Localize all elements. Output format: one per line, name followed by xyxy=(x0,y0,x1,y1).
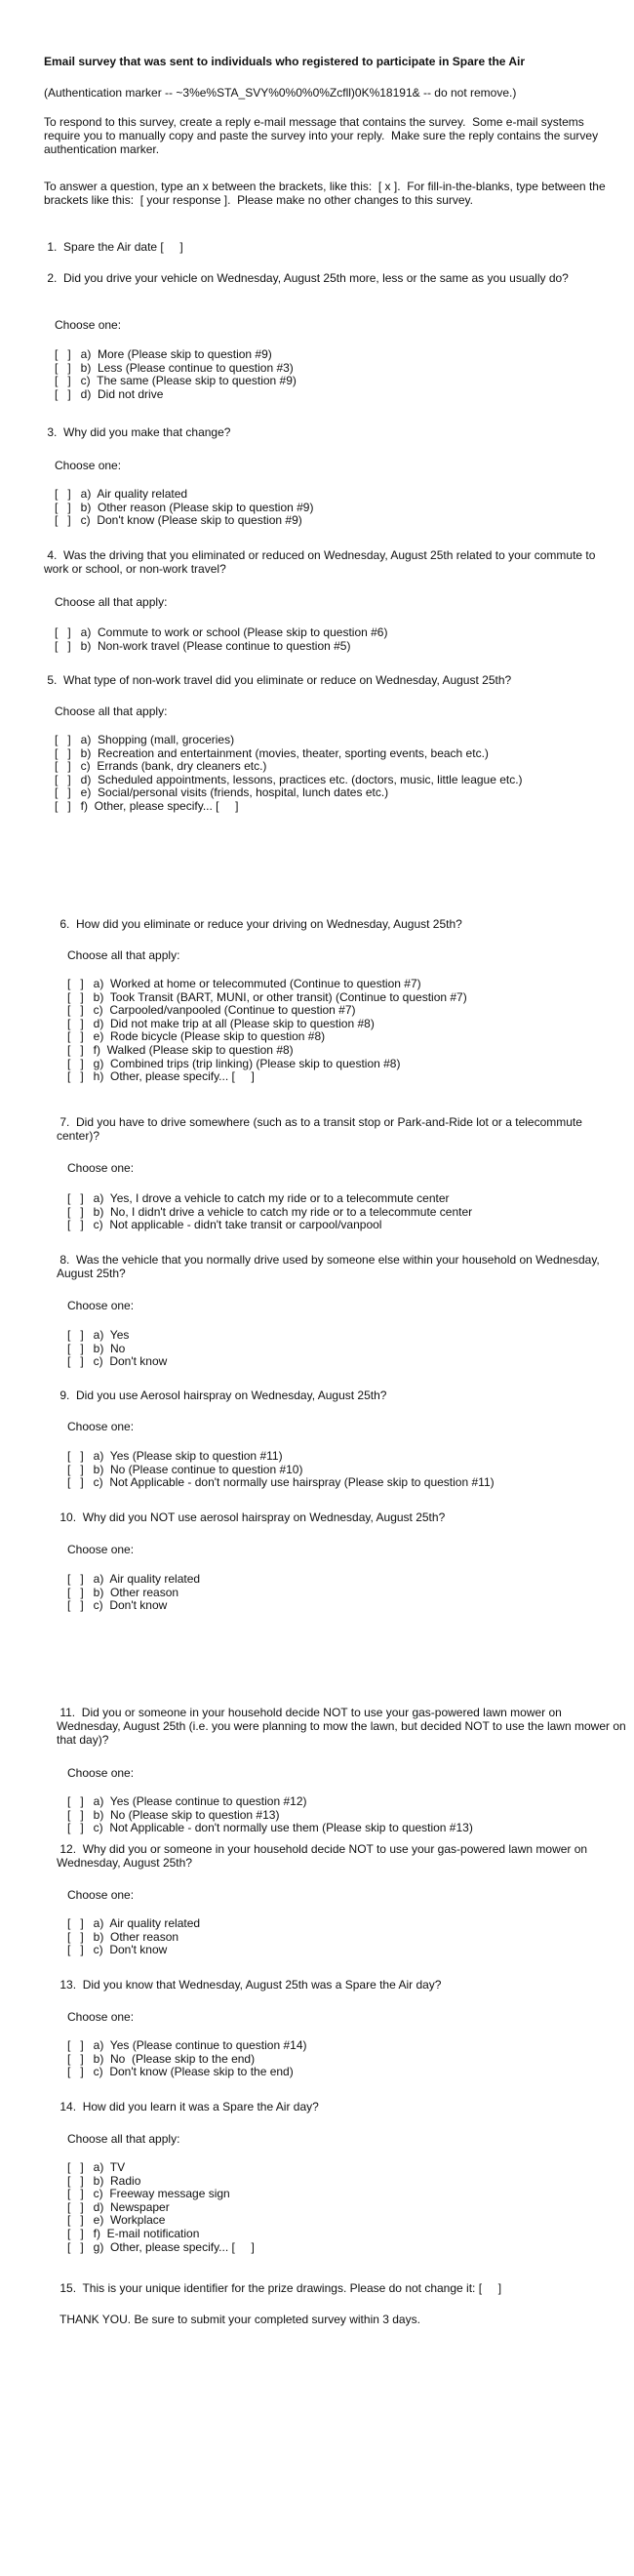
option[interactable]: [ ] b) Other reason xyxy=(67,1585,179,1599)
option[interactable]: [ ] c) Don't know (Please skip to question #9) xyxy=(55,513,302,528)
option[interactable]: [ ] a) Yes (Please continue to question #14) xyxy=(67,2038,307,2052)
option[interactable]: [ ] c) Don't know xyxy=(67,1943,168,1957)
option[interactable]: [ ] a) Shopping (mall, groceries) xyxy=(55,733,235,746)
question-10: 10. Why did you NOT use aerosol hairspray on Wednesday, August 25th? xyxy=(57,1510,446,1524)
option[interactable]: [ ] c) Not applicable - didn't take transit or carpool/vanpool xyxy=(67,1218,382,1232)
option[interactable]: [ ] a) Worked at home or telecommuted (Continue to question #7) xyxy=(67,977,421,990)
option[interactable]: [ ] b) Other reason xyxy=(67,1929,179,1944)
option[interactable]: [ ] d) Did not make trip at all (Please skip to question #8) xyxy=(67,1016,375,1030)
question-8-prompt: Choose one: xyxy=(67,1299,135,1312)
option[interactable]: [ ] b) Took Transit (BART, MUNI, or other transit) (Continue to question #7) xyxy=(67,989,467,1004)
option[interactable]: [ ] b) Recreation and entertainment (movies, theater, sporting events, beach etc.) xyxy=(55,745,489,760)
option[interactable]: [ ] c) Don't know (Please skip to the end) xyxy=(67,2065,294,2079)
authentication-marker: (Authentication marker -- ~3%e%STA_SVY%0%0%0%Zcfll)0K%18191& -- do not remove.) xyxy=(44,86,517,100)
option[interactable]: [ ] f) Walked (Please skip to question #8) xyxy=(67,1042,294,1057)
answer-instructions: To answer a question, type an x between the brackets, like this: [ x ]. For fill-in-the-blanks, type between the brackets like this: [ your response ]. Please make no other changes to this survey. xyxy=(44,180,609,207)
option[interactable]: [ ] c) Not Applicable - don't normally use hairspray (Please skip to question #11) xyxy=(67,1475,495,1490)
question-12-prompt: Choose one: xyxy=(67,1888,135,1902)
question-6-prompt: Choose all that apply: xyxy=(67,948,180,962)
option[interactable]: [ ] h) Other, please specify... [ ] xyxy=(67,1069,255,1084)
option[interactable]: [ ] d) Scheduled appointments, lessons, practices etc. (doctors, music, little league etc.) xyxy=(55,772,523,786)
question-3-prompt: Choose one: xyxy=(55,459,122,472)
question-15[interactable]: 15. This is your unique identifier for the prize drawings. Please do not change it: [ ] xyxy=(57,2281,502,2295)
question-8: 8. Was the vehicle that you normally drive used by someone else within your household on Wednesday, August 25th? xyxy=(57,1253,603,1280)
question-13: 13. Did you know that Wednesday, August 25th was a Spare the Air day? xyxy=(57,1978,442,1992)
option[interactable]: [ ] d) Did not drive xyxy=(55,386,164,401)
option[interactable]: [ ] c) Don't know xyxy=(67,1598,168,1613)
question-5-options xyxy=(55,734,523,814)
option[interactable]: [ ] a) Yes (Please skip to question #11) xyxy=(67,1449,283,1463)
question-11: 11. Did you or someone in your household decide NOT to use your gas-powered lawn mower on Wednesday, August 25th (i.e. you were planning to mow the lawn, but decided NOT to use the lawn mower on that day)? xyxy=(57,1706,630,1747)
question-14-prompt: Choose all that apply: xyxy=(67,2132,180,2146)
question-11-prompt: Choose one: xyxy=(67,1766,135,1780)
option[interactable]: [ ] a) More (Please skip to question #9) xyxy=(55,347,272,361)
option[interactable]: [ ] b) No (Please continue to question #10) xyxy=(67,1462,303,1476)
question-3-options xyxy=(55,488,313,528)
question-5: 5. What type of non-work travel did you eliminate or reduce on Wednesday, August 25th? xyxy=(44,673,512,687)
option[interactable]: [ ] b) Non-work travel (Please continue to question #5) xyxy=(55,638,351,653)
question-13-prompt: Choose one: xyxy=(67,2010,135,2024)
question-14: 14. How did you learn it was a Spare the Air day? xyxy=(57,2100,319,2113)
page-title: Email survey that was sent to individuals who registered to participate in Spare the Air xyxy=(44,55,526,68)
question-4-options xyxy=(55,626,387,653)
option[interactable]: [ ] c) Carpooled/vanpooled (Continue to question #7) xyxy=(67,1003,356,1018)
question-10-prompt: Choose one: xyxy=(67,1543,135,1556)
question-5-prompt: Choose all that apply: xyxy=(55,704,168,718)
option[interactable]: [ ] a) TV xyxy=(67,2160,126,2174)
option[interactable]: [ ] b) Other reason (Please skip to question #9) xyxy=(55,500,314,514)
question-8-options xyxy=(67,1329,167,1369)
question-6: 6. How did you eliminate or reduce your driving on Wednesday, August 25th? xyxy=(57,917,462,931)
option[interactable]: [ ] c) The same (Please skip to question #9) xyxy=(55,374,297,388)
option[interactable]: [ ] b) No (Please skip to question #13) xyxy=(67,1807,280,1822)
question-12-options xyxy=(67,1917,200,1957)
option[interactable]: [ ] f) E-mail notification xyxy=(67,2226,200,2240)
option[interactable]: [ ] e) Social/personal visits (friends, hospital, lunch dates etc.) xyxy=(55,785,389,800)
question-4-prompt: Choose all that apply: xyxy=(55,595,168,609)
question-3: 3. Why did you make that change? xyxy=(44,425,231,439)
question-14-options xyxy=(67,2161,255,2254)
option[interactable]: [ ] g) Combined trips (trip linking) (Please skip to question #8) xyxy=(67,1056,401,1070)
question-13-options xyxy=(67,2039,307,2079)
option[interactable]: [ ] a) Air quality related xyxy=(55,487,188,501)
option[interactable]: [ ] c) Don't know xyxy=(67,1354,168,1369)
option[interactable]: [ ] a) Yes xyxy=(67,1328,130,1342)
option[interactable]: [ ] c) Not Applicable - don't normally use them (Please skip to question #13) xyxy=(67,1821,473,1835)
question-7-options xyxy=(67,1192,472,1232)
option[interactable]: [ ] g) Other, please specify... [ ] xyxy=(67,2239,255,2254)
question-2-prompt: Choose one: xyxy=(55,318,122,332)
option[interactable]: [ ] b) Less (Please continue to question #3) xyxy=(55,360,294,375)
question-9-options xyxy=(67,1450,495,1490)
option[interactable]: [ ] d) Newspaper xyxy=(67,2199,170,2214)
option[interactable]: [ ] b) No (Please skip to the end) xyxy=(67,2051,256,2066)
option[interactable]: [ ] f) Other, please specify... [ ] xyxy=(55,798,239,813)
question-9: 9. Did you use Aerosol hairspray on Wednesday, August 25th? xyxy=(57,1389,387,1402)
question-9-prompt: Choose one: xyxy=(67,1420,135,1433)
option[interactable]: [ ] e) Rode bicycle (Please skip to question #8) xyxy=(67,1029,326,1044)
option[interactable]: [ ] e) Workplace xyxy=(67,2213,166,2228)
question-10-options xyxy=(67,1573,200,1613)
option[interactable]: [ ] c) Errands (bank, dry cleaners etc.) xyxy=(55,759,267,774)
option[interactable]: [ ] b) No, I didn't drive a vehicle to catch my ride or to a telecommute center xyxy=(67,1204,473,1219)
question-6-options xyxy=(67,978,467,1084)
option[interactable]: [ ] b) No xyxy=(67,1341,126,1355)
question-4: 4. Was the driving that you eliminated or reduced on Wednesday, August 25th related to your commute to work or school, or non-work travel? xyxy=(44,548,599,576)
intro-instructions: To respond to this survey, create a reply e-mail message that contains the survey. Some e-mail systems require you to manually copy and paste the survey into your reply. Make sure the reply contains the survey authentication marker. xyxy=(44,115,602,156)
closing-message: THANK YOU. Be sure to submit your completed survey within 3 days. xyxy=(59,2313,420,2326)
option[interactable]: [ ] a) Yes, I drove a vehicle to catch my ride or to a telecommute center xyxy=(67,1191,450,1205)
option[interactable]: [ ] c) Freeway message sign xyxy=(67,2187,230,2201)
option[interactable]: [ ] a) Air quality related xyxy=(67,1916,201,1930)
question-12: 12. Why did you or someone in your household decide NOT to use your gas-powered lawn mower on Wednesday, August 25th? xyxy=(57,1842,591,1870)
option[interactable]: [ ] a) Commute to work or school (Please skip to question #6) xyxy=(55,625,388,639)
question-1: 1. Spare the Air date [ ] xyxy=(44,240,183,254)
option[interactable]: [ ] b) Radio xyxy=(67,2173,141,2188)
question-2: 2. Did you drive your vehicle on Wednesday, August 25th more, less or the same as you usually do? xyxy=(44,271,569,285)
question-7-prompt: Choose one: xyxy=(67,1161,135,1175)
option[interactable]: [ ] a) Yes (Please continue to question #12) xyxy=(67,1794,307,1808)
option[interactable]: [ ] a) Air quality related xyxy=(67,1572,201,1586)
question-2-options xyxy=(55,348,297,401)
question-11-options xyxy=(67,1795,473,1835)
question-7: 7. Did you have to drive somewhere (such as to a transit stop or Park-and-Ride lot or a telecommute center)? xyxy=(57,1115,586,1143)
